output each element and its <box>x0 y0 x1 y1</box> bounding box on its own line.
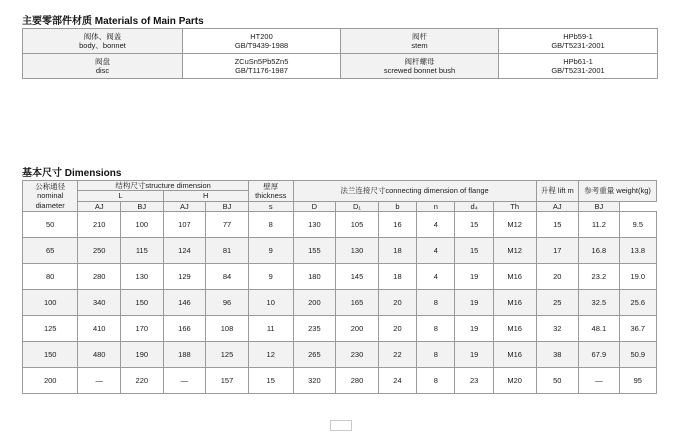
cell-l-aj: 340 <box>78 290 121 316</box>
cell-lift: 20 <box>536 264 579 290</box>
header-col-l-bj: BJ <box>121 201 164 211</box>
table-row <box>23 368 657 394</box>
cell-d: 320 <box>293 368 336 394</box>
cell-d1: 230 <box>336 342 379 368</box>
header-structure-dimension-cn: 结构尺寸 <box>115 181 146 190</box>
header-group-l: L <box>78 191 163 201</box>
dimensions-title-en: Dimensions <box>64 168 122 179</box>
cell-weight-aj: 48.1 <box>579 316 619 342</box>
cell-h-aj: 129 <box>163 264 206 290</box>
header-flange-en: connecting dimension of flange <box>385 186 489 196</box>
footer-mark <box>330 420 352 431</box>
material-grade-value: HPb61-1 <box>563 56 593 66</box>
cell-d: 180 <box>293 264 336 290</box>
cell-h-aj: 124 <box>163 238 206 264</box>
header-nominal-diameter-en1: nominal <box>37 191 64 201</box>
cell-b: 24 <box>378 368 416 394</box>
header-structure-dimension <box>78 181 248 191</box>
material-grade-value: HT200 <box>250 31 273 41</box>
cell-b: 22 <box>378 342 416 368</box>
cell-n: 4 <box>417 264 455 290</box>
cell-d: 155 <box>293 238 336 264</box>
header-row-3 <box>23 201 657 211</box>
header-row-1 <box>23 181 657 191</box>
header-nominal-diameter <box>23 181 78 212</box>
cell-l-aj: 480 <box>78 342 121 368</box>
cell-n: 8 <box>417 316 455 342</box>
cell-l-bj: 100 <box>121 212 164 238</box>
cell-l-aj: 250 <box>78 238 121 264</box>
cell-nominal-diameter: 80 <box>23 264 78 290</box>
cell-nominal-diameter: 150 <box>23 342 78 368</box>
table-row <box>23 212 657 238</box>
cell-l-aj: — <box>78 368 121 394</box>
cell-weight-bj: 95 <box>619 368 656 394</box>
cell-n: 4 <box>417 212 455 238</box>
cell-d1: 145 <box>336 264 379 290</box>
cell-h-aj: — <box>163 368 206 394</box>
cell-n: 8 <box>417 368 455 394</box>
cell-weight-bj: 50.9 <box>619 342 656 368</box>
header-col-d: D <box>293 201 336 211</box>
cell-weight-bj: 13.8 <box>619 238 656 264</box>
material-part-name-cn: 阀杆 <box>412 31 427 41</box>
material-grade <box>183 54 341 79</box>
header-flange <box>293 181 536 202</box>
header-weight <box>579 181 657 202</box>
header-col-weight-bj: BJ <box>579 201 619 211</box>
cell-weight-bj: 25.6 <box>619 290 656 316</box>
material-part-name <box>341 54 499 79</box>
cell-l-bj: 220 <box>121 368 164 394</box>
cell-h-bj: 96 <box>206 290 249 316</box>
cell-n: 8 <box>417 290 455 316</box>
material-standard: GB/T5231-2001 <box>551 66 605 75</box>
cell-lift: 50 <box>536 368 579 394</box>
header-col-h-aj: AJ <box>163 201 206 211</box>
header-lift <box>536 181 579 202</box>
cell-d4: 19 <box>455 290 493 316</box>
cell-lift: 17 <box>536 238 579 264</box>
cell-h-bj: 77 <box>206 212 249 238</box>
header-group-h: H <box>163 191 248 201</box>
header-col-h-bj: BJ <box>206 201 249 211</box>
dimensions-section-title <box>22 164 121 179</box>
cell-d1: 280 <box>336 368 379 394</box>
material-grade-value: HPb59-1 <box>563 31 593 41</box>
cell-d: 200 <box>293 290 336 316</box>
table-row <box>23 54 658 79</box>
cell-h-bj: 81 <box>206 238 249 264</box>
table-row <box>23 316 657 342</box>
cell-l-bj: 170 <box>121 316 164 342</box>
cell-h-aj: 188 <box>163 342 206 368</box>
cell-nominal-diameter: 65 <box>23 238 78 264</box>
cell-th: M12 <box>493 238 536 264</box>
cell-s: 11 <box>248 316 293 342</box>
header-flange-cn: 法兰连接尺寸 <box>340 186 386 196</box>
header-lift-cn: 升程 <box>540 186 556 196</box>
cell-d: 235 <box>293 316 336 342</box>
header-col-d4: d₄ <box>455 201 493 211</box>
header-lift-en: lift <box>557 186 566 196</box>
material-grade <box>499 54 658 79</box>
cell-h-aj: 107 <box>163 212 206 238</box>
material-standard: GB/T5231-2001 <box>551 41 605 50</box>
cell-d1: 200 <box>336 316 379 342</box>
header-thickness-cn: 壁厚 <box>263 181 279 191</box>
cell-s: 9 <box>248 238 293 264</box>
cell-d: 265 <box>293 342 336 368</box>
cell-d1: 105 <box>336 212 379 238</box>
material-part-name-en: body、bonnet <box>79 41 126 50</box>
cell-l-aj: 410 <box>78 316 121 342</box>
cell-b: 16 <box>378 212 416 238</box>
material-standard: GB/T1176-1987 <box>235 66 288 75</box>
cell-d4: 15 <box>455 238 493 264</box>
header-nominal-diameter-en2: diameter <box>35 200 65 210</box>
header-col-weight-aj: AJ <box>536 201 579 211</box>
cell-s: 12 <box>248 342 293 368</box>
cell-th: M16 <box>493 264 536 290</box>
material-grade-value: ZCuSn5Pb5Zn5 <box>234 56 289 66</box>
cell-lift: 15 <box>536 212 579 238</box>
material-part-name <box>23 29 183 54</box>
dimensions-title-cn: 基本尺寸 <box>22 168 62 179</box>
cell-weight-aj: 16.8 <box>579 238 619 264</box>
cell-lift: 32 <box>536 316 579 342</box>
material-part-name-en: stem <box>411 41 428 50</box>
table-row <box>23 238 657 264</box>
material-part-name <box>23 54 183 79</box>
cell-l-aj: 210 <box>78 212 121 238</box>
cell-weight-aj: — <box>579 368 619 394</box>
materials-table <box>22 28 658 79</box>
cell-weight-aj: 32.5 <box>579 290 619 316</box>
header-structure-dimension-en: structure dimension <box>145 181 211 190</box>
header-thickness-en: thickness <box>255 190 287 200</box>
material-part-name-cn: 阀盘 <box>95 56 110 66</box>
cell-l-bj: 150 <box>121 290 164 316</box>
cell-lift: 38 <box>536 342 579 368</box>
cell-h-aj: 146 <box>163 290 206 316</box>
material-part-name-cn: 阀杆螺母 <box>404 56 435 66</box>
material-part-name-en: disc <box>95 66 110 75</box>
cell-d4: 19 <box>455 342 493 368</box>
cell-s: 10 <box>248 290 293 316</box>
cell-nominal-diameter: 100 <box>23 290 78 316</box>
table-row <box>23 290 657 316</box>
cell-nominal-diameter: 125 <box>23 316 78 342</box>
cell-lift: 25 <box>536 290 579 316</box>
cell-s: 15 <box>248 368 293 394</box>
table-row <box>23 29 658 54</box>
cell-l-bj: 130 <box>121 264 164 290</box>
cell-d4: 23 <box>455 368 493 394</box>
cell-weight-aj: 11.2 <box>579 212 619 238</box>
cell-weight-bj: 36.7 <box>619 316 656 342</box>
cell-b: 20 <box>378 316 416 342</box>
header-weight-cn: 参考重量 <box>584 186 615 196</box>
material-part-name-en: screwed bonnet bush <box>383 66 456 75</box>
cell-th: M16 <box>493 316 536 342</box>
materials-title-en: Materials of Main Parts <box>94 16 204 27</box>
cell-d: 130 <box>293 212 336 238</box>
cell-b: 18 <box>378 238 416 264</box>
cell-d1: 165 <box>336 290 379 316</box>
cell-d1: 130 <box>336 238 379 264</box>
header-col-l-aj: AJ <box>78 201 121 211</box>
cell-weight-bj: 9.5 <box>619 212 656 238</box>
materials-title-cn: 主要零部件材质 <box>22 16 92 27</box>
header-col-s: s <box>248 201 293 211</box>
header-col-th: Th <box>493 201 536 211</box>
material-grade <box>183 29 341 54</box>
cell-s: 8 <box>248 212 293 238</box>
cell-n: 8 <box>417 342 455 368</box>
cell-h-bj: 157 <box>206 368 249 394</box>
cell-l-aj: 280 <box>78 264 121 290</box>
table-row <box>23 342 657 368</box>
header-lift-unit: m <box>567 186 574 196</box>
cell-l-bj: 115 <box>121 238 164 264</box>
cell-nominal-diameter: 200 <box>23 368 78 394</box>
header-col-n: n <box>417 201 455 211</box>
cell-h-bj: 125 <box>206 342 249 368</box>
cell-b: 20 <box>378 290 416 316</box>
cell-th: M16 <box>493 290 536 316</box>
cell-h-aj: 166 <box>163 316 206 342</box>
cell-weight-aj: 67.9 <box>579 342 619 368</box>
cell-weight-aj: 23.2 <box>579 264 619 290</box>
materials-section-title <box>22 12 204 27</box>
cell-d4: 19 <box>455 316 493 342</box>
header-nominal-diameter-cn: 公称通径 <box>35 182 66 191</box>
material-standard: GB/T9439-1988 <box>234 41 289 50</box>
material-grade <box>499 29 658 54</box>
cell-h-bj: 108 <box>206 316 249 342</box>
cell-d4: 15 <box>455 212 493 238</box>
cell-th: M12 <box>493 212 536 238</box>
cell-h-bj: 84 <box>206 264 249 290</box>
header-col-b: b <box>378 201 416 211</box>
dimensions-table <box>22 180 657 394</box>
cell-th: M16 <box>493 342 536 368</box>
cell-l-bj: 190 <box>121 342 164 368</box>
cell-nominal-diameter: 50 <box>23 212 78 238</box>
cell-d4: 19 <box>455 264 493 290</box>
table-row <box>23 264 657 290</box>
cell-n: 4 <box>417 238 455 264</box>
cell-b: 18 <box>378 264 416 290</box>
cell-weight-bj: 19.0 <box>619 264 656 290</box>
material-part-name-cn: 阀体、阀盖 <box>83 31 122 41</box>
cell-th: M20 <box>493 368 536 394</box>
header-col-d1: D₁ <box>336 201 379 211</box>
material-part-name <box>341 29 499 54</box>
header-thickness <box>248 181 293 202</box>
cell-s: 9 <box>248 264 293 290</box>
header-weight-en: weight(kg) <box>616 186 651 196</box>
